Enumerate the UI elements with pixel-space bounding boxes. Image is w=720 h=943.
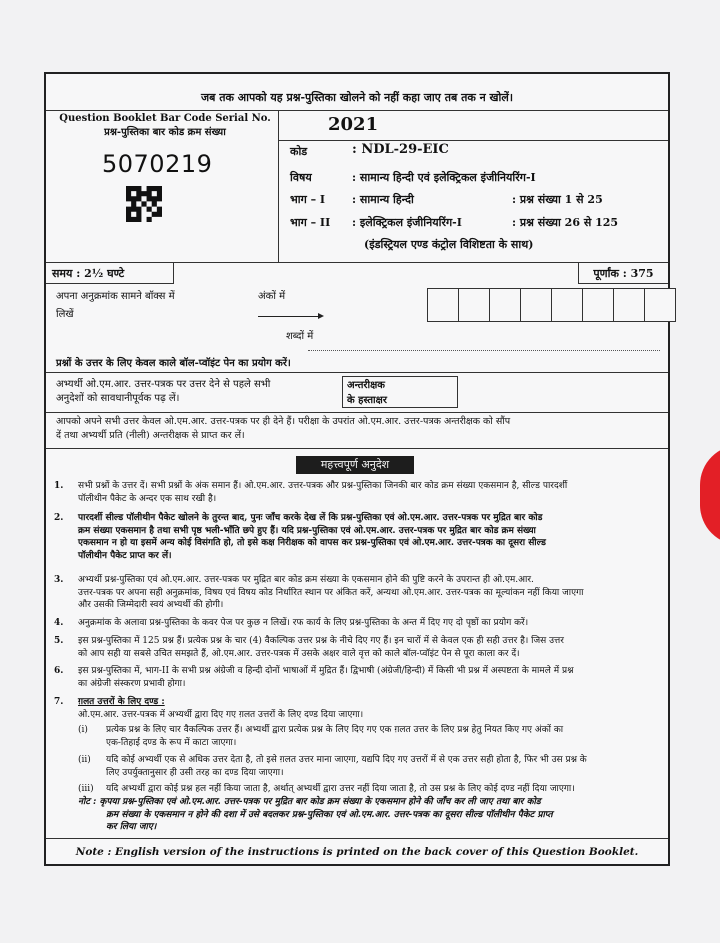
instruction-number: 5. — [54, 636, 64, 646]
penalty-number: (ii) — [78, 755, 91, 765]
arrow-right-icon — [258, 316, 322, 317]
note-line: क्रम संख्या के एकसमान न होने की दशा में उसे बदलकर प्रश्न-पुस्तिका एवं ओ.एम.आर. उत्तर-पत्रक का दूसरा सील्ड पॉलीथीन पैकेट प्राप्त — [106, 809, 553, 820]
roll-instruction — [56, 290, 175, 322]
barcode-serial: 5070219 — [102, 150, 213, 178]
part2-label: भाग – II — [290, 216, 331, 229]
barcode-note — [78, 796, 658, 834]
instruction-line: को आप सही या सबसे उचित समझते हैं, ओ.एम.आर. उत्तर-पत्रक में उसके अक्षर वाले वृत्त को काले बॉल-प्वॉइंट पेन से पूरा काला कर दें। — [78, 648, 520, 659]
red-page-tab — [700, 445, 720, 545]
roll-words-label: शब्दों में — [286, 331, 314, 342]
code-label: कोड — [290, 145, 308, 158]
instruction-line: पारदर्शी सील्ड पॉलीथीन पैकेट खोलने के तुरन्त बाद, पुनः जाँच करके देख लें कि प्रश्न-पुस्तिका एवं ओ.एम.आर. उत्तर-पत्रक पर मुद्रित बार कोड — [78, 513, 543, 523]
instruction-line: क्रम संख्या एकसमान है तथा सभी पृष्ठ भली-भाँति छपे हुए हैं। यदि प्रश्न-पुस्तिका एवं ओ.एम.आर. उत्तर-पत्रक पर मुद्रित बार कोड क्रम संख्या — [78, 525, 536, 536]
roll-number-boxes — [428, 288, 676, 322]
roll-words-field[interactable] — [308, 350, 660, 351]
barcode-title — [54, 112, 276, 140]
instruction-line: अभ्यर्थी प्रश्न-पुस्तिका एवं ओ.एम.आर. उत्तर-पत्रक पर मुद्रित बार कोड क्रम संख्या के एकसमान होने की पुष्टि करने के उपरान्त ही ओ.एम.आर. — [78, 575, 534, 585]
instruction-line: सभी प्रश्नों के उत्तर दें। सभी प्रश्नों के अंक समान हैं। ओ.एम.आर. उत्तर-पत्रक और प्रश्न-पुस्तिका जिनकी बार कोड क्रम संख्या एकसमान है, सील्ड पारदर्शी — [78, 481, 568, 491]
part2-specialization: (इंडस्ट्रियल एण्ड कंट्रोल विशिष्टता के साथ) — [364, 238, 534, 251]
submit-note — [56, 415, 510, 443]
roll-digit-box[interactable] — [458, 288, 490, 322]
penalty-item — [78, 754, 658, 779]
roll-digit-box[interactable] — [613, 288, 645, 322]
roll-digit-box[interactable] — [582, 288, 614, 322]
penalty-line: यदि अभ्यर्थी द्वारा कोई प्रश्न हल नहीं किया जाता है, अर्थात् अभ्यर्थी द्वारा उत्तर नहीं दिया जाता है, तो उस प्रश्न के लिए कोई दण्ड नहीं दिया जाएगा। — [106, 784, 575, 794]
roll-digit-box[interactable] — [520, 288, 552, 322]
penalty-line: लिए उपर्युक्तानुसार ही उसी तरह का दण्ड दिया जाएगा। — [106, 767, 284, 778]
divider — [46, 110, 668, 111]
instruction-line: और उसकी जिम्मेदारी स्वयं अभ्यर्थी की होगी। — [78, 600, 224, 610]
exam-year: 2021 — [328, 114, 379, 135]
omr-note-line: अनुदेशों को सावधानीपूर्वक पढ़ लें। — [56, 393, 180, 404]
instruction-item — [54, 665, 658, 690]
note-line: नोट : कृपया प्रश्न-पुस्तिका एवं ओ.एम.आर. उत्तर-पत्रक पर मुद्रित बार कोड क्रम संख्या के एकसमान होने की जाँच कर ली जाए तथा बार कोड — [78, 797, 541, 807]
instruction-line: एकसमान न हो या इसमें अन्य कोई विसंगति हो, तो इसे कक्ष निरीक्षक को वापस कर प्रश्न-पुस्तिका एवं ओ.एम.आर. उत्तर-पत्रक का दूसरा सील्ड — [78, 538, 546, 548]
part1-label: भाग – I — [290, 193, 326, 206]
instruction-item — [54, 512, 658, 562]
instruction-item — [54, 574, 658, 612]
penalty-line: एक-तिहाई दण्ड के रूप में काटा जाएगा। — [106, 737, 237, 748]
barcode-title-hi: प्रश्न-पुस्तिका बार कोड क्रम संख्या — [104, 127, 226, 138]
instruction-number: 3. — [54, 575, 64, 585]
roll-digit-box[interactable] — [427, 288, 459, 322]
subject-label: विषय — [290, 171, 312, 184]
penalty-number: (iii) — [78, 784, 94, 794]
omr-note-line: अभ्यर्थी ओ.एम.आर. उत्तर-पत्रक पर उत्तर देने से पहले सभी — [56, 379, 271, 390]
divider — [46, 412, 668, 413]
instruction-line: पॉलीथीन पैकेट प्राप्त कर लें। — [78, 550, 172, 561]
note-line: कर लिया जाए। — [106, 822, 157, 832]
part2-name: : इलेक्ट्रिकल इंजीनियरिंग-I — [352, 216, 462, 229]
roll-digit-box[interactable] — [644, 288, 676, 322]
instruction-item — [54, 696, 658, 721]
instruction-number: 2. — [54, 513, 64, 523]
instruction-number: 4. — [54, 618, 64, 628]
do-not-open-note: जब तक आपको यह प्रश्न-पुस्तिका खोलने को नहीं कहा जाए तब तक न खोलें। — [200, 91, 514, 104]
instruction-line: पॉलीथीन पैकेट के अन्दर एक साथ रखी है। — [78, 493, 217, 504]
divider — [46, 448, 668, 449]
english-version-note: Note : English version of the instructions is printed on the back cover of this Question Booklet. — [75, 846, 639, 858]
roll-digit-box[interactable] — [551, 288, 583, 322]
instruction-item — [54, 617, 658, 630]
part1-range: : प्रश्न संख्या 1 से 25 — [512, 193, 603, 206]
instruction-line: इस प्रश्न-पुस्तिका में 125 प्रश्न हैं। प्रत्येक प्रश्न के चार (4) वैकल्पिक उत्तर प्रश्न के नीचे दिए गए हैं। इन चारों में से केवल एक ही सही उत्तर है। जिस उत्तर — [78, 636, 564, 646]
penalty-item — [78, 783, 658, 796]
barcode-title-en: Question Booklet Bar Code Serial No. — [59, 113, 271, 124]
instructions-heading: महत्त्वपूर्ण अनुदेश — [296, 456, 414, 474]
booklet-cover — [44, 72, 670, 866]
instruction-number: 1. — [54, 481, 64, 491]
penalty-line: यदि कोई अभ्यर्थी एक से अधिक उत्तर देता है, तो इसे ग़लत उत्तर माना जाएगा, यद्यपि दिए गए उत्तरों में से एक उत्तर सही होता है, फिर भी उस प्रश्न के — [106, 755, 587, 765]
instruction-line: ग़लत उत्तरों के लिए दण्ड : — [78, 697, 165, 707]
part1-name: : सामान्य हिन्दी — [352, 193, 414, 206]
instruction-line: का अंग्रेजी संस्करण प्रभावी होगा। — [78, 678, 186, 689]
penalty-item — [78, 724, 658, 749]
roll-digits-label: अंकों में — [258, 291, 286, 302]
instruction-line: इस प्रश्न-पुस्तिका में, भाग-II के सभी प्रश्न अंग्रेजी व हिन्दी दोनों भाषाओं में मुद्रित हैं। द्विभाषी (अंग्रेजी/हिन्दी) में किसी भी प्रश्न में अस्पष्टता के मामले में प्रश्न — [78, 666, 574, 676]
max-marks: पूर्णांक : 375 — [578, 262, 668, 284]
omr-note — [56, 378, 270, 406]
invigilator-label: के हस्ताक्षर — [347, 395, 387, 406]
roll-digit-box[interactable] — [489, 288, 521, 322]
divider — [46, 838, 668, 839]
instruction-number: 7. — [54, 697, 64, 707]
instruction-number: 6. — [54, 666, 64, 676]
code-value: : NDL-29-EIC — [352, 142, 449, 157]
penalty-number: (i) — [78, 725, 88, 735]
pen-note: प्रश्नों के उत्तर के लिए केवल काले बॉल-प्वॉइंट पेन का प्रयोग करें। — [56, 358, 291, 369]
roll-instruction-line: अपना अनुक्रमांक सामने बॉक्स में — [56, 291, 175, 302]
instruction-item — [54, 480, 658, 505]
invigilator-signature-box[interactable] — [342, 376, 458, 408]
instruction-line: उत्तर-पत्रक पर अपना सही अनुक्रमांक, विषय एवं विषय कोड निर्धारित स्थान पर अंकित करें, अन्यथा ओ.एम.आर. उत्तर-पत्रक का मूल्यांकन नहीं किया जाएगा — [78, 587, 584, 598]
submit-note-line: दें तथा अभ्यर्थी प्रति (नीली) अन्तरीक्षक से प्राप्त कर लें। — [56, 430, 245, 441]
qr-code-icon — [126, 186, 162, 222]
instruction-item — [54, 635, 658, 660]
divider — [278, 140, 668, 141]
submit-note-line: आपको अपने सभी उत्तर केवल ओ.एम.आर. उत्तर-पत्रक पर ही देने हैं। परीक्षा के उपरांत ओ.एम.आर. उत्तर-पत्रक अन्तरीक्षक को सौंप — [56, 416, 511, 427]
instruction-line: अनुक्रमांक के अलावा प्रश्न-पुस्तिका के कवर पेज पर कुछ न लिखें। रफ कार्य के लिए प्रश्न-पुस्तिका के अन्त में दिए गए दो पृष्ठों का प्रयोग करें। — [78, 618, 529, 628]
invigilator-label: अन्तरीक्षक — [347, 380, 385, 391]
penalty-line: प्रत्येक प्रश्न के लिए चार वैकल्पिक उत्तर हैं। अभ्यर्थी द्वारा प्रत्येक प्रश्न के लिए दिए गए एक ग़लत उत्तर के लिए प्रश्न हेतु नियत किए गए अंकों का — [106, 725, 564, 735]
divider — [278, 110, 279, 262]
subject-value: : सामान्य हिन्दी एवं इलेक्ट्रिकल इंजीनियरिंग-I — [352, 171, 536, 184]
roll-instruction-line: लिखें — [56, 309, 74, 320]
divider — [46, 372, 668, 373]
part2-range: : प्रश्न संख्या 26 से 125 — [512, 216, 619, 229]
instruction-line: ओ.एम.आर. उत्तर-पत्रक में अभ्यर्थी द्वारा दिए गए ग़लत उत्तरों के लिए दण्ड दिया जाएगा। — [78, 709, 364, 720]
exam-duration: समय : 2½ घण्टे — [46, 262, 174, 284]
